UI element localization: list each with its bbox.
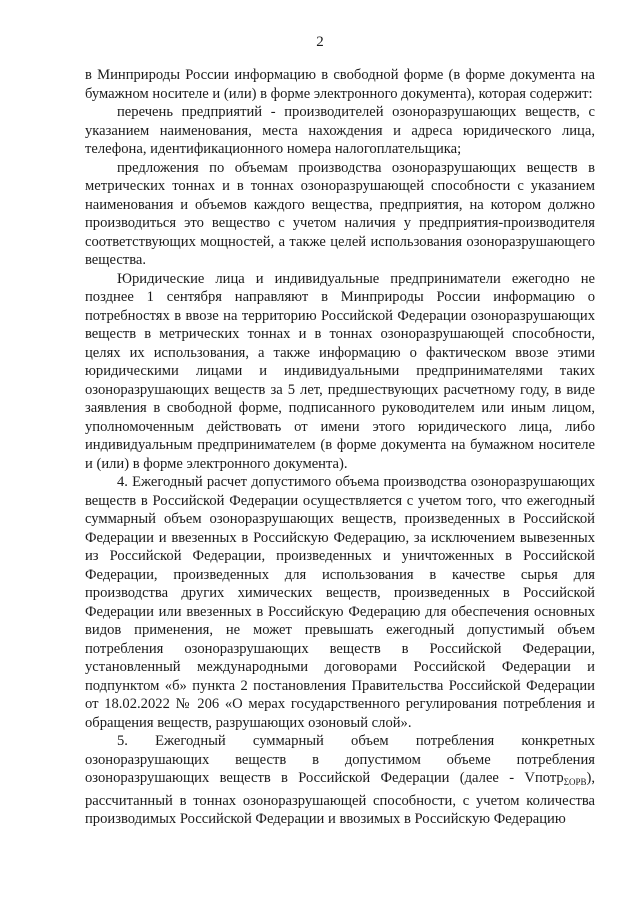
paragraph-item-4: 4. Ежегодный расчет допустимого объема производства озоноразрушающих веществ в Российской Федерации осуществляется с учетом того, что ежегодный суммарный объем озоноразрушающих веществ, произведенных в Российской Федерации и ввезенных в Российскую Федерацию, за исключением вывезенных из Российской Федерации, произведенных и уничтоженных в Российской Федерации, произведенных для использования в качестве сырья для производства других химических веществ, произведенных в Российской Федерации или ввезенных в Российскую Федерацию для обеспечения основных видов применения, не может превышать ежегодный допустимый объем потребления озоноразрушающих веществ в Российской Федерации, установленный международными договорами Российской Федерации и подпунктом «б» пункта 2 постановления Правительства Российской Федерации от 18.02.2022 № 206 «О мерах государственного регулирования потребления и обращения веществ, разрушающих озоновый слой». [85, 474, 595, 731]
formula-subscript: ΣОРВ [563, 777, 587, 787]
paragraph-intro: в Минприроды России информацию в свободной форме (в форме документа на бумажном носителе и (или) в форме электронного документа), которая содержит: [85, 67, 595, 102]
paragraph-item-5 [85, 732, 595, 829]
paragraph-item-5-head: 5. Ежегодный суммарный объем потребления конкретных озоноразрушающих веществ в допустимом объеме потребления озоноразрушающих веществ в Российской Федерации (далее - Vпотр [85, 733, 595, 786]
paragraph-enterprise-list: перечень предприятий - производителей озоноразрушающих веществ, с указанием наименования, места нахождения и адреса юридического лица, телефона, идентификационного номера налогоплательщика; [85, 104, 595, 157]
paragraph-legal-entities: Юридические лица и индивидуальные предприниматели ежегодно не позднее 1 сентября направляют в Минприроды России информацию о потребностях в ввозе на территорию Российской Федерации озоноразрушающих веществ в метрических тоннах и в тоннах озоноразрушающей способности, целях их использования, а также информацию о фактическом ввозе этими юридическими лицами и индивидуальными предпринимателями таких озоноразрушающих веществ за 5 лет, предшествующих расчетному году, в виде заявления в свободной форме, подписанного руководителем или иным лицом, уполномоченным действовать от имени этого юридического лица, либо индивидуальным предпринимателем (в форме документа на бумажном носителе и (или) в форме электронного документа). [85, 270, 595, 472]
paragraph-item-5-tail: ), рассчитанный в тоннах озоноразрушающей способности, с учетом количества производимых Российской Федерации и ввозимых в Российскую Федерацию [85, 770, 595, 827]
paragraph-production-proposals: предложения по объемам производства озоноразрушающих веществ в метрических тоннах и в тоннах озоноразрушающей способности с указанием наименования и объемов каждого вещества, предприятия, на котором должно производиться это вещество с учетом наличия у предприятия-производителя соответствующих мощностей, а также целей использования озоноразрушающего вещества. [85, 159, 595, 268]
page-number: 2 [316, 34, 324, 50]
document-body [85, 66, 595, 829]
